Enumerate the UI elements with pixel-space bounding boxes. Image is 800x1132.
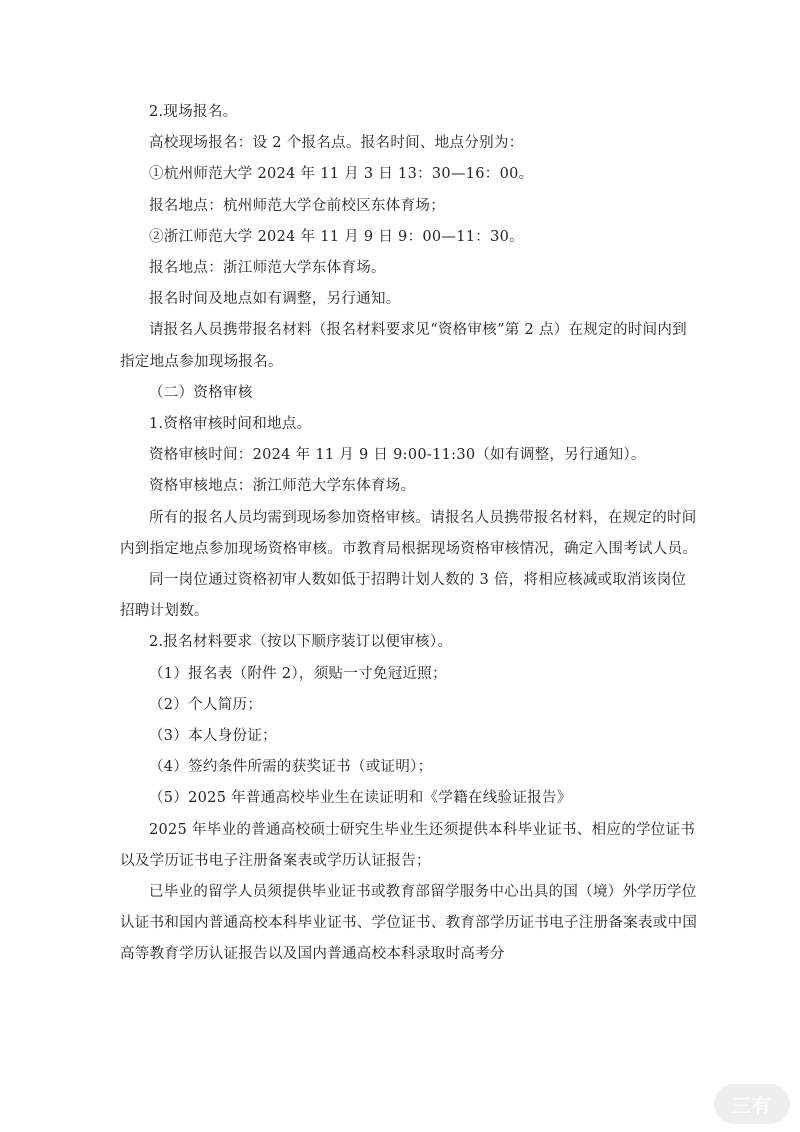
paragraph-hznu-time: ①杭州师范大学 2024 年 11 月 3 日 13：30—16：00。 xyxy=(149,166,534,183)
list-item-enrollment-proof: （5）2025 年普通高校毕业生在读证明和《学籍在线验证报告》 xyxy=(149,790,572,807)
paragraph-review-location: 资格审核地点：浙江师范大学东体育场。 xyxy=(149,478,416,495)
paragraph-materials-requirements: 2.报名材料要求（按以下顺序装订以便审核）。 xyxy=(149,634,453,651)
paragraph-adjustment-notice: 报名时间及地点如有调整，另行通知。 xyxy=(149,291,401,308)
watermark-text: 三有 xyxy=(731,1094,772,1117)
watermark-badge xyxy=(714,1084,790,1124)
paragraph-hznu-location: 报名地点：杭州师范大学仓前校区东体育场； xyxy=(149,197,445,214)
paragraph-registration-points: 高校现场报名：设 2 个报名点。报名时间、地点分别为： xyxy=(149,135,524,152)
paragraph-quota-rule: 同一岗位通过资格初审人数如低于招聘计划人数的 3 倍，将相应核减或取消该岗位招聘计划数。 xyxy=(120,572,687,620)
paragraph-review-time-place-heading: 1.资格审核时间和地点。 xyxy=(149,416,312,433)
paragraph-zjnu-time: ②浙江师范大学 2024 年 11 月 9 日 9：00—11：30。 xyxy=(149,228,524,245)
list-item-registration-form: （1）报名表（附件 2），须贴一寸免冠近照； xyxy=(149,665,447,682)
paragraph-bring-materials: 请报名人员携带报名材料（报名材料要求见“资格审核”第 2 点）在规定的时间内到指定地点参加现场报名。 xyxy=(120,322,687,370)
paragraph-review-time: 资格审核时间：2024 年 11 月 9 日 9:00-11:30（如有调整，另行通知）。 xyxy=(149,447,646,464)
list-item-award-certificates: （4）签约条件所需的获奖证书（或证明）； xyxy=(149,759,433,776)
section-heading-qualification-review: （二）资格审核 xyxy=(149,384,253,401)
paragraph-zjnu-location: 报名地点：浙江师范大学东体育场。 xyxy=(149,260,386,277)
list-item-resume: （2）个人简历； xyxy=(149,696,263,713)
paragraph-onsite-registration-heading: 2.现场报名。 xyxy=(149,104,238,120)
paragraph-all-must-attend: 所有的报名人员均需到现场参加资格审核。请报名人员携带报名材料，在规定的时间内到指定地点参加现场资格审核。市教育局根据现场资格审核情况，确定入围考试人员。 xyxy=(120,509,698,557)
paragraph-overseas-graduates: 已毕业的留学人员须提供毕业证书或教育部留学服务中心出具的国（境）外学历学位认证书和国内普通高校本科毕业证书、学位证书、教育部学历证书电子注册备案表或中国高等教育学历认证报告以及国内普通高校本科录取时高考分 xyxy=(120,884,698,963)
document-body xyxy=(120,97,700,971)
list-item-id-card: （3）本人身份证； xyxy=(149,728,277,745)
paragraph-master-graduates: 2025 年毕业的普通高校硕士研究生毕业生还须提供本科毕业证书、相应的学位证书以及学历证书电子注册备案表或学历认证报告； xyxy=(120,821,696,869)
